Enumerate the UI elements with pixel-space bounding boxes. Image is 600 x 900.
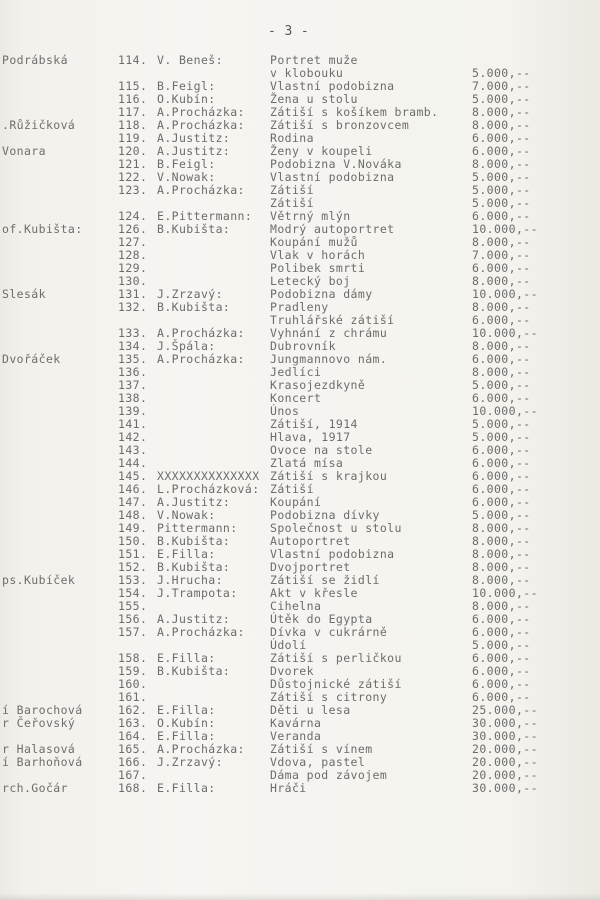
row-price: 5.000,-- (472, 430, 531, 444)
row-title: Letecký boj (270, 274, 351, 288)
row-title: Dvojportret (270, 560, 351, 574)
row-title: Důstojnické zátiší (270, 677, 402, 691)
row-title: Cihelna (270, 599, 322, 613)
row-title: Dívka v cukrárně (270, 625, 388, 639)
row-title: Hráči (270, 781, 307, 795)
row-title: Dubrovník (270, 339, 336, 353)
row-price: 30.000,-- (472, 716, 538, 730)
row-artist: L.Procházková: (157, 482, 260, 496)
row-title: Zátiší, 1914 (270, 417, 358, 431)
row-price: 5.000,-- (472, 92, 531, 106)
row-artist: V. Beneš: (157, 53, 223, 67)
row-title: Dvorek (270, 664, 314, 678)
row-title: Podobizna V.Nováka (270, 157, 402, 171)
row-price: 7.000,-- (472, 248, 531, 262)
row-price: 7.000,-- (472, 79, 531, 93)
row-price: 8.000,-- (472, 157, 531, 171)
row-number: 120. (118, 144, 148, 158)
row-price: 6.000,-- (472, 469, 531, 483)
row-artist: A.Procházka: (157, 742, 245, 756)
row-price: 10.000,-- (472, 222, 538, 236)
row-title: Krasojezdkyně (270, 378, 366, 392)
row-artist: B.Kubišta: (157, 560, 231, 574)
row-owner: Dvořáček (2, 352, 61, 366)
row-title: Truhlářské zátiší (270, 313, 395, 327)
row-title: Děti u lesa (270, 703, 351, 717)
row-number: 116. (118, 92, 148, 106)
row-number: 123. (118, 183, 148, 197)
row-number: 164. (118, 729, 148, 743)
row-price: 8.000,-- (472, 300, 531, 314)
row-price: 10.000,-- (472, 326, 538, 340)
row-artist: A.Procházka: (157, 625, 245, 639)
row-price: 10.000,-- (472, 287, 538, 301)
row-number: 156. (118, 612, 148, 626)
row-price: 6.000,-- (472, 261, 531, 275)
row-title: Zátiší (270, 196, 314, 210)
row-artist: B.Feigl: (157, 157, 216, 171)
row-price: 6.000,-- (472, 664, 531, 678)
row-number: 145. (118, 469, 148, 483)
row-number: 165. (118, 742, 148, 756)
row-title: Podobizna dívky (270, 508, 380, 522)
row-price: 6.000,-- (472, 456, 531, 470)
row-price: 8.000,-- (472, 560, 531, 574)
row-number: 126. (118, 222, 148, 236)
row-artist: A.Procházka: (157, 352, 245, 366)
row-title: Zátiší s citrony (270, 690, 388, 704)
row-title: Žena u stolu (270, 92, 358, 106)
row-price: 8.000,-- (472, 573, 531, 587)
row-price: 30.000,-- (472, 781, 538, 795)
row-number: 155. (118, 599, 148, 613)
row-artist: B.Kubišta: (157, 534, 231, 548)
row-number: 122. (118, 170, 148, 184)
row-price: 6.000,-- (472, 391, 531, 405)
row-number: 132. (118, 300, 148, 314)
row-title: Hlava, 1917 (270, 430, 351, 444)
row-number: 166. (118, 755, 148, 769)
row-artist: A.Justitz: (157, 131, 231, 145)
row-number: 135. (118, 352, 148, 366)
row-price: 8.000,-- (472, 235, 531, 249)
row-title: Veranda (270, 729, 322, 743)
row-number: 119. (118, 131, 148, 145)
row-price: 8.000,-- (472, 547, 531, 561)
row-title: Zátiší s košíkem bramb. (270, 105, 439, 119)
row-owner: of.Kubišta: (2, 222, 83, 236)
row-price: 6.000,-- (472, 495, 531, 509)
row-artist: O.Kubín: (157, 92, 216, 106)
row-artist: A.Justitz: (157, 495, 231, 509)
row-title: Zátiší s vínem (270, 742, 373, 756)
row-number: 130. (118, 274, 148, 288)
row-title: Zátiší (270, 183, 314, 197)
row-number: 146. (118, 482, 148, 496)
row-title: v klobouku (270, 66, 344, 80)
row-number: 149. (118, 521, 148, 535)
row-price: 6.000,-- (472, 612, 531, 626)
row-title: Zátiší (270, 482, 314, 496)
row-number: 152. (118, 560, 148, 574)
row-price: 5.000,-- (472, 638, 531, 652)
row-artist: A.Justitz: (157, 612, 231, 626)
row-price: 5.000,-- (472, 170, 531, 184)
row-price: 20.000,-- (472, 742, 538, 756)
row-price: 5.000,-- (472, 66, 531, 80)
row-title: Akt v křesle (270, 586, 358, 600)
row-price: 8.000,-- (472, 534, 531, 548)
page-bottom-edge (0, 893, 600, 900)
row-owner: rch.Gočár (2, 781, 68, 795)
row-price: 6.000,-- (472, 677, 531, 691)
row-artist: E.Filla: (157, 729, 216, 743)
row-price: 8.000,-- (472, 118, 531, 132)
row-owner: r Čeřovský (2, 716, 76, 730)
row-title: Zátiší s krajkou (270, 469, 388, 483)
row-number: 124. (118, 209, 148, 223)
row-title: Vdova, pastel (270, 755, 366, 769)
row-price: 5.000,-- (472, 183, 531, 197)
row-price: 25.000,-- (472, 703, 538, 717)
row-title: Autoportret (270, 534, 351, 548)
row-artist: E.Filla: (157, 703, 216, 717)
row-artist: B.Kubišta: (157, 664, 231, 678)
row-title: Pradleny (270, 300, 329, 314)
row-number: 141. (118, 417, 148, 431)
row-number: 139. (118, 404, 148, 418)
row-number: 161. (118, 690, 148, 704)
row-artist: XXXXXXXXXXXXXX (157, 469, 260, 483)
row-number: 151. (118, 547, 148, 561)
row-price: 5.000,-- (472, 378, 531, 392)
row-price: 8.000,-- (472, 274, 531, 288)
row-title: Koupání mužů (270, 235, 358, 249)
row-price: 6.000,-- (472, 131, 531, 145)
row-title: Útěk do Egypta (270, 612, 373, 626)
row-title: Ovoce na stole (270, 443, 373, 457)
row-price: 6.000,-- (472, 313, 531, 327)
row-artist: A.Procházka: (157, 183, 245, 197)
row-number: 163. (118, 716, 148, 730)
row-title: Zátiší s perličkou (270, 651, 402, 665)
row-title: Polibek smrti (270, 261, 366, 275)
row-title: Koncert (270, 391, 322, 405)
row-price: 10.000,-- (472, 586, 538, 600)
row-price: 5.000,-- (472, 508, 531, 522)
row-price: 6.000,-- (472, 625, 531, 639)
row-title: Údolí (270, 638, 307, 652)
row-title: Zátiší s bronzovcem (270, 118, 410, 132)
row-artist: O.Kubín: (157, 716, 216, 730)
row-artist: E.Filla: (157, 781, 216, 795)
row-price: 6.000,-- (472, 209, 531, 223)
row-artist: B.Kubišta: (157, 300, 231, 314)
catalog-row (0, 782, 600, 795)
row-title: Společnost u stolu (270, 521, 402, 535)
row-number: 158. (118, 651, 148, 665)
row-number: 147. (118, 495, 148, 509)
row-number: 129. (118, 261, 148, 275)
row-number: 137. (118, 378, 148, 392)
row-artist: V.Nowak: (157, 508, 216, 522)
row-price: 10.000,-- (472, 404, 538, 418)
row-price: 20.000,-- (472, 755, 538, 769)
row-title: Koupání (270, 495, 322, 509)
row-title: Vyhnání z chrámu (270, 326, 388, 340)
row-number: 153. (118, 573, 148, 587)
row-price: 6.000,-- (472, 144, 531, 158)
row-artist: J.Zrzavý: (157, 755, 223, 769)
row-owner: ps.Kubíček (2, 573, 76, 587)
row-artist: A.Procházka: (157, 326, 245, 340)
row-title: Dáma pod závojem (270, 768, 388, 782)
row-artist: A.Procházka: (157, 105, 245, 119)
row-price: 6.000,-- (472, 651, 531, 665)
row-title: Zátiší se židlí (270, 573, 380, 587)
row-number: 148. (118, 508, 148, 522)
row-number: 115. (118, 79, 148, 93)
row-price: 8.000,-- (472, 599, 531, 613)
row-title: Vlastní podobizna (270, 79, 395, 93)
row-price: 6.000,-- (472, 482, 531, 496)
row-artist: J.Špála: (157, 339, 216, 353)
row-price: 20.000,-- (472, 768, 538, 782)
row-number: 127. (118, 235, 148, 249)
row-artist: V.Nowak: (157, 170, 216, 184)
row-price: 8.000,-- (472, 339, 531, 353)
row-artist: J.Hrucha: (157, 573, 223, 587)
row-number: 150. (118, 534, 148, 548)
row-title: Kavárna (270, 716, 322, 730)
row-number: 143. (118, 443, 148, 457)
row-artist: J.Zrzavý: (157, 287, 223, 301)
row-price: 6.000,-- (472, 352, 531, 366)
row-artist: E.Filla: (157, 651, 216, 665)
row-title: Vlak v horách (270, 248, 366, 262)
row-artist: E.Pittermann: (157, 209, 253, 223)
row-number: 136. (118, 365, 148, 379)
row-number: 159. (118, 664, 148, 678)
row-number: 168. (118, 781, 148, 795)
row-title: Únos (270, 404, 300, 418)
row-artist: A.Procházka: (157, 118, 245, 132)
row-number: 114. (118, 53, 148, 67)
row-owner: r Halasová (2, 742, 76, 756)
row-number: 157. (118, 625, 148, 639)
row-price: 8.000,-- (472, 365, 531, 379)
row-price: 5.000,-- (472, 196, 531, 210)
row-number: 121. (118, 157, 148, 171)
row-title: Rodina (270, 131, 314, 145)
row-number: 134. (118, 339, 148, 353)
row-title: Vlastní podobizna (270, 547, 395, 561)
row-number: 117. (118, 105, 148, 119)
row-owner: í Barhoňová (2, 755, 83, 769)
row-artist: Pittermann: (157, 521, 238, 535)
row-number: 162. (118, 703, 148, 717)
row-number: 118. (118, 118, 148, 132)
row-title: Jungmannovo nám. (270, 352, 388, 366)
row-price: 30.000,-- (472, 729, 538, 743)
row-owner: .Růžičková (2, 118, 76, 132)
row-number: 142. (118, 430, 148, 444)
row-title: Větrný mlýn (270, 209, 351, 223)
row-artist: B.Kubišta: (157, 222, 231, 236)
row-number: 160. (118, 677, 148, 691)
page-number: - 3 - (268, 24, 310, 39)
row-price: 5.000,-- (472, 417, 531, 431)
row-price: 8.000,-- (472, 521, 531, 535)
row-title: Jedlíci (270, 365, 322, 379)
row-artist: A.Justitz: (157, 144, 231, 158)
row-artist: J.Trampota: (157, 586, 238, 600)
row-number: 167. (118, 768, 148, 782)
row-artist: E.Filla: (157, 547, 216, 561)
row-title: Ženy v koupeli (270, 144, 373, 158)
row-number: 131. (118, 287, 148, 301)
row-price: 8.000,-- (472, 105, 531, 119)
row-title: Modrý autoportret (270, 222, 395, 236)
row-number: 138. (118, 391, 148, 405)
row-owner: Vonara (2, 144, 46, 158)
row-owner: í Barochová (2, 703, 83, 717)
row-title: Zlatá mísa (270, 456, 344, 470)
row-price: 6.000,-- (472, 443, 531, 457)
row-owner: Slesák (2, 287, 46, 301)
row-title: Vlastní podobizna (270, 170, 395, 184)
row-number: 133. (118, 326, 148, 340)
row-number: 154. (118, 586, 148, 600)
row-number: 128. (118, 248, 148, 262)
row-title: Portret muže (270, 53, 358, 67)
row-price: 6.000,-- (472, 690, 531, 704)
row-artist: B.Feigl: (157, 79, 216, 93)
row-number: 144. (118, 456, 148, 470)
catalog-list (0, 54, 600, 795)
row-owner: Podrábská (2, 53, 68, 67)
row-title: Podobizna dámy (270, 287, 373, 301)
